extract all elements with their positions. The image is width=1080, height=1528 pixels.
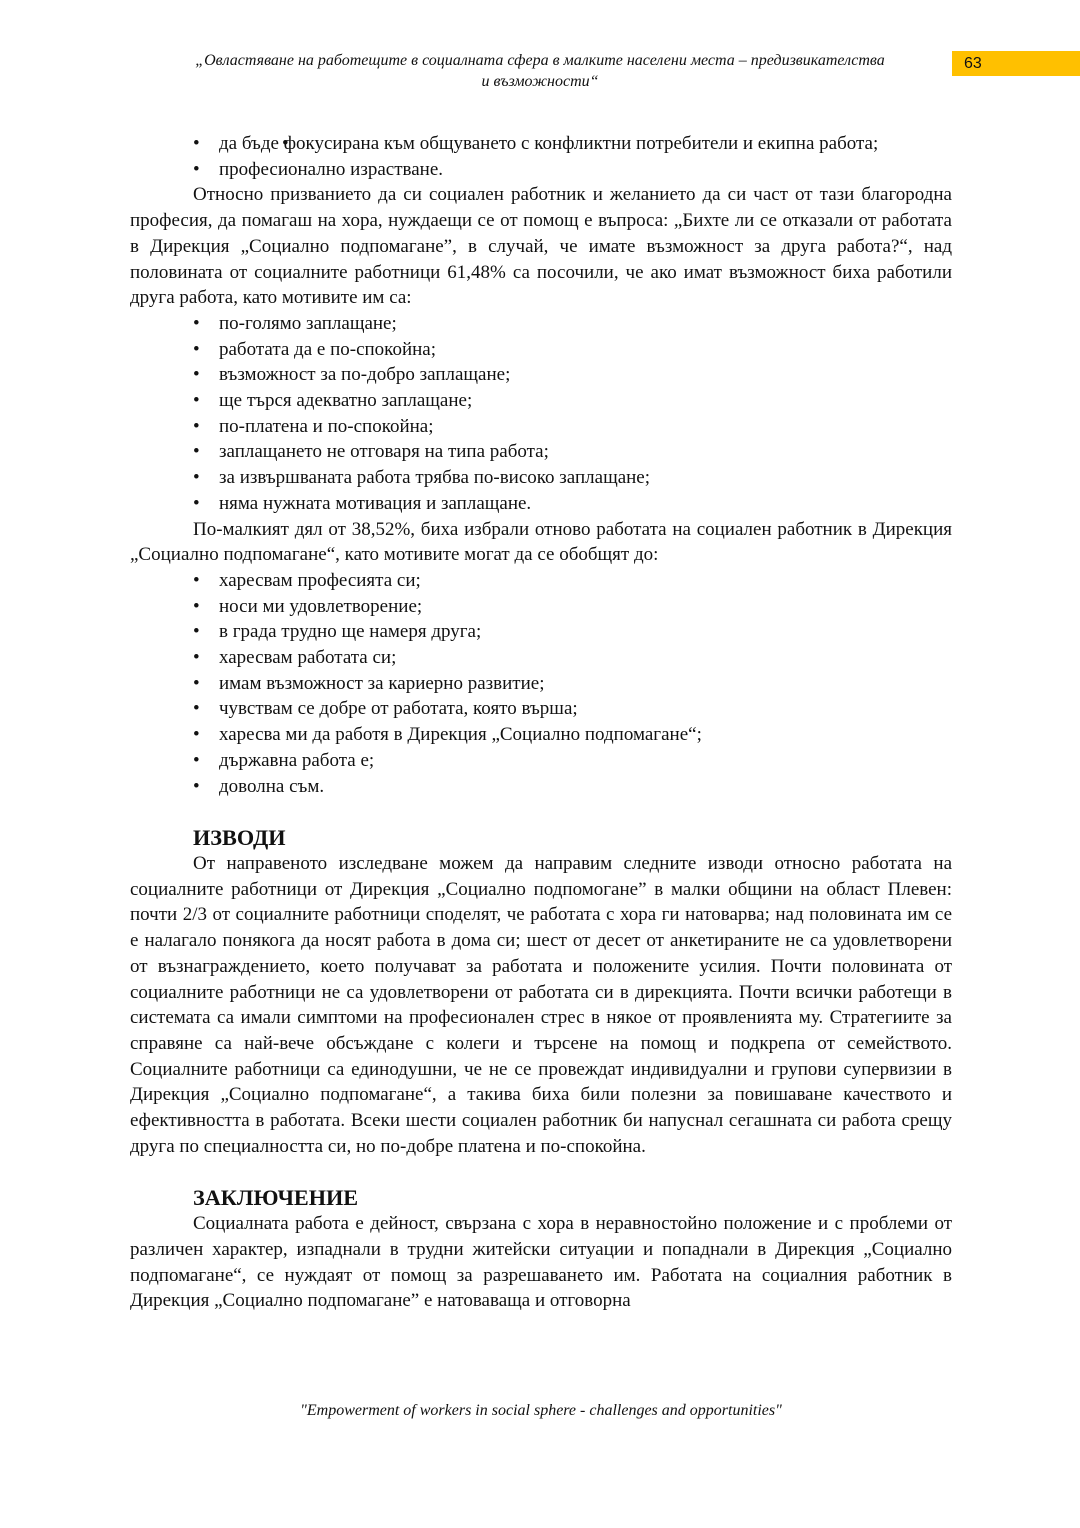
final-heading: ЗАКЛЮЧЕНИЕ (193, 1185, 359, 1211)
page-content (130, 131, 952, 1314)
intro-bullet: • • да бъде фокусирана към общуването с конфликтни потребители и екипна работа; (130, 131, 952, 157)
list-item: • в града трудно ще намеря друга; (130, 619, 952, 645)
header-title-line1: „Овластяване на работещите в социалната сфера в малките населени места – предизвикателства (195, 52, 885, 69)
list-item: • харесвам професията си; (130, 568, 952, 594)
list-item: • имам възможност за кариерно развитие; (130, 671, 952, 697)
intro-bullet-2: • професионално израстване. (130, 157, 952, 183)
list-item: • харесвам работата си; (130, 645, 952, 671)
intro-list (130, 131, 952, 182)
conclusions-heading: ИЗВОДИ (193, 825, 286, 851)
paragraph-1: Относно призванието да си социален работник и желанието да си част от тази благородна професия, да помагаш на хора, нуждаещи се от помощ е въпроса: „Бихте ли се отказали от работата в Дирекция „Социално подпомагане”, в случай, че имате възможност за друга работа?“, над половината от социалните работници 61,48% са посочили, че ако имат възможност биха работили друга работа, като мотивите им са: (130, 184, 952, 309)
conclusions-text: От направеното изследване можем да направим следните изводи относно работата на социалните работници от Дирекция „Социално подпомогане” в малки общини на област Плевен: почти 2/3 от социалните работници споделят, че работата с хора ги натоварва; над половината им се е налагало понякога да носят работа в дома си; шест от десет от анкетираните не са удовлетворени от възнаграждението, което получават за работата и положените усилия. Почти половината от социалните работници не са удовлетворени от работата си в дирекцията. Почти всички работещи в системата са имали симптоми на професионален стрес в някое от проявленията му. Стратегиите за справяне са най-вече обсъждане с колеги и търсене на помощ и подкрепа от семейството. Социалните работници са единодушни, че не се провеждат индивидуални и групови супервизии в Дирекция „Социално подпомагане“, а такива биха били полезни за повишаване качеството и ефективността в работата. Всеки шести социален работник би напуснал сегашната си работа срещу друга по специалността си, но по-добре платена и по-спокойна. (130, 852, 952, 1157)
page-number: 63 (952, 51, 1080, 76)
list-item: • чувствам се добре от работата, която върша; (130, 696, 952, 722)
list-item: • носи ми удовлетворение; (130, 594, 952, 620)
list-item: • харесва ми да работя в Дирекция „Социално подпомагане“; (130, 722, 952, 748)
page-footer: "Empowerment of workers in social sphere - challenges and opportunities" (300, 1402, 782, 1419)
motives-stay-list (130, 568, 952, 799)
list-item: • по-платена и по-спокойна; (130, 414, 952, 440)
list-item: • държавна работа е; (130, 748, 952, 774)
list-item: • заплащането не отговаря на типа работа; (130, 439, 952, 465)
list-item: • ще търся адекватно заплащане; (130, 388, 952, 414)
list-item: • работата да е по-спокойна; (130, 337, 952, 363)
motives-leave-list (130, 311, 952, 517)
final-text: Социалната работа е дейност, свързана с хора в неравностойно положение и с проблеми от различен характер, изпаднали в трудни житейски ситуации и попаднали в Дирекция „Социално подпомагане“, се нуждаят от помощ за разрешаването им. Работата на социалния работник в Дирекция „Социално подпомагане” е натоваваща и отговорна (130, 1213, 952, 1312)
page-header (130, 50, 950, 92)
list-item: • за извършваната работа трябва по-високо заплащане; (130, 465, 952, 491)
list-item: • няма нужната мотивация и заплащане. (130, 491, 952, 517)
list-item: • възможност за по-добро заплащане; (130, 362, 952, 388)
list-item: • по-голямо заплащане; (130, 311, 952, 337)
header-title-line2: и възможности“ (481, 73, 599, 90)
paragraph-2: По-малкият дял от 38,52%, биха избрали отново работата на социален работник в Дирекция „Социално подпомагане“, като мотивите могат да се обобщят до: (130, 518, 952, 566)
list-item: • доволна съм. (130, 774, 952, 800)
